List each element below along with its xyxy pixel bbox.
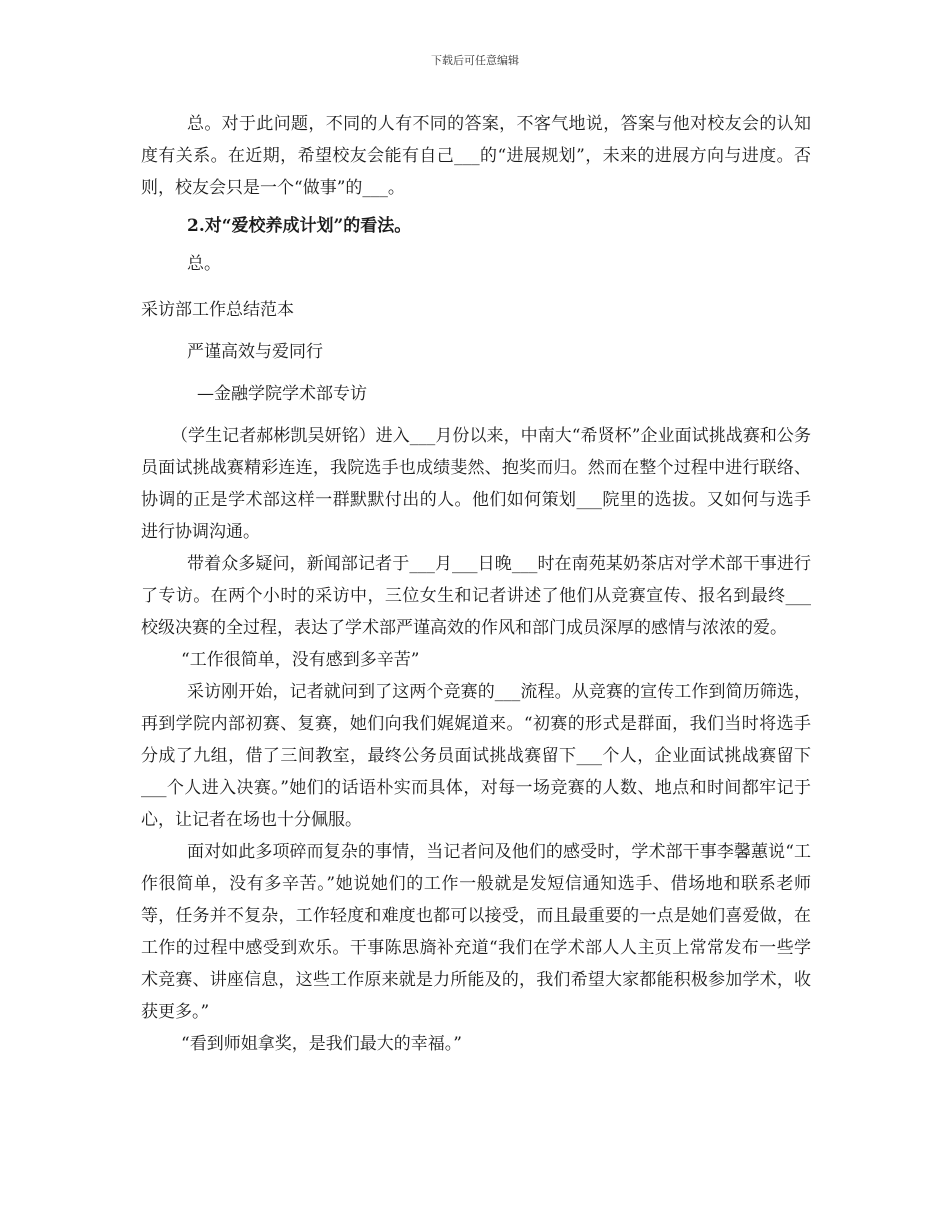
paragraph: 面对如此多项碎而复杂的事情，当记者问及他们的感受时，学术部干事李馨蕙说“工作很简单，没有多辛苦。”她说她们的工作一般就是发短信通知选手、借场地和联系老师等，任务并不复杂，工作轻度和难度也都可以接受，而且最重要的一点是她们喜爱做，在工作的过程中感受到欢乐。干事陈思旖补充道“我们在学术部人人主页上常常发布一些学术竞赛、讲座信息，这些工作原来就是力所能及的，我们希望大家都能积极参加学术，收获更多。” [141,842,811,1022]
quote-heading: “看到师姐拿奖，是我们最大的幸福。” [181,1034,462,1054]
section-heading: 2.对“爱校养成计划”的看法。 [187,216,412,236]
document-title: 采访部工作总结范本 [141,300,294,320]
document-body [141,108,811,1060]
paragraph: 带着众多疑问，新闻部记者于___月___日晚___时在南苑某奶茶店对学术部干事进行了专访。在两个小时的采访中，三位女生和记者讲述了他们从竞赛宣传、报名到最终___校级决赛的全过程，表达了学术部严谨高效的作风和部门成员深厚的感情与浓浓的爱。 [141,554,811,638]
subtitle: 严谨高效与爱同行 [187,342,323,362]
paragraph: 总。对于此问题，不同的人有不同的答案，不客气地说，答案与他对校友会的认知度有关系。在近期，希望校友会能有自己___的“进展规划”，未来的进展方向与进度。否则，校友会只是一个“做事”的___。 [141,114,811,198]
page-header: 下载后可任意编辑 [431,54,519,67]
paragraph: 采访刚开始，记者就问到了这两个竞赛的___流程。从竞赛的宣传工作到简历筛选，再到学院内部初赛、复赛，她们向我们娓娓道来。“初赛的形式是群面，我们当时将选手分成了九组，借了三间教室，最终公务员面试挑战赛留下___个人，企业面试挑战赛留下___个人进入决赛。”她们的话语朴实而具体，对每一场竞赛的人数、地点和时间都牢记于心，让记者在场也十分佩服。 [141,682,811,830]
quote-heading: “工作很简单，没有感到多辛苦” [181,650,420,670]
subtitle-byline: —金融学院学术部专访 [197,384,367,404]
paragraph: （学生记者郝彬凯吴妍铭）进入___月份以来，中南大“希贤杯”企业面试挑战赛和公务员面试挑战赛精彩连连，我院选手也成绩斐然、抱奖而归。然而在整个过程中进行联络、协调的正是学术部这样一群默默付出的人。他们如何策划___院里的选拔。又如何与选手进行协调沟通。 [141,426,811,542]
paragraph: 总。 [187,254,221,274]
